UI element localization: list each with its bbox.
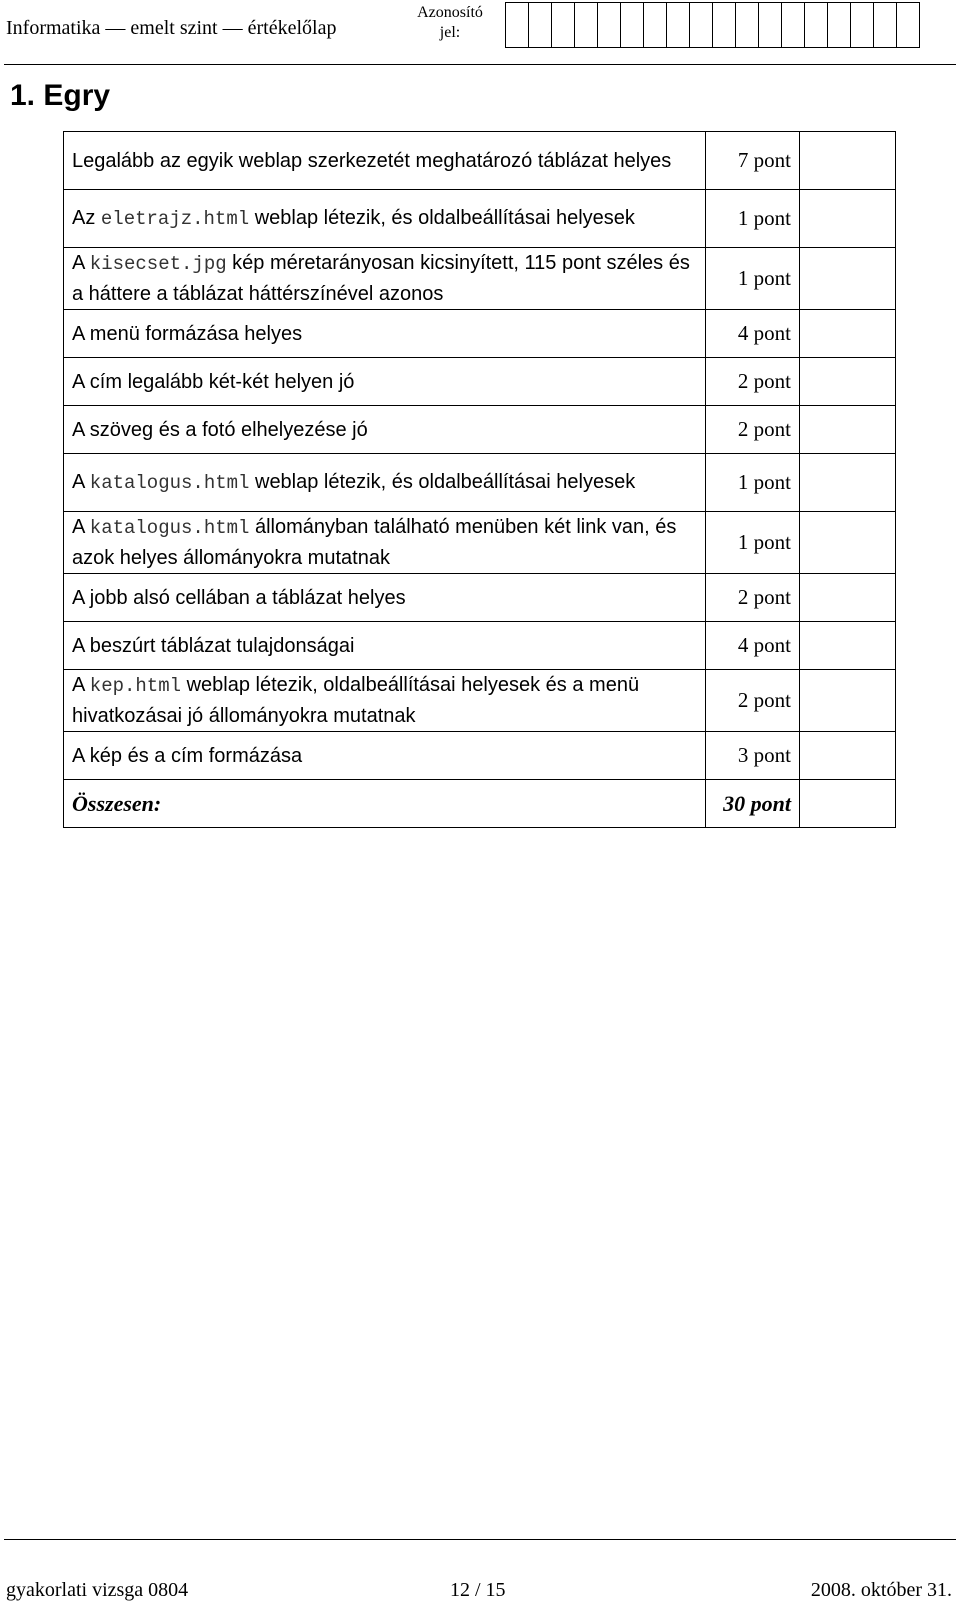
criterion-text-part: weblap létezik, és oldalbeállításai helyesek (249, 471, 636, 493)
criterion-text (64, 132, 706, 190)
id-box (735, 2, 759, 48)
table-row (64, 248, 896, 310)
criterion-text-part: A beszúrt táblázat tulajdonságai (72, 634, 355, 657)
score-entry-cell (800, 358, 896, 406)
id-boxes (506, 2, 920, 48)
criterion-text-part: állományban található menüben két link van, és azok helyes állományokra mutatnak (72, 516, 677, 569)
id-box (712, 2, 736, 48)
points-cell: 4 pont (706, 310, 800, 358)
table-row (64, 190, 896, 248)
id-box (528, 2, 552, 48)
criterion-text (64, 732, 706, 780)
points-cell: 4 pont (706, 622, 800, 670)
criterion-text-part: weblap létezik, és oldalbeállításai helyesek (249, 207, 635, 229)
criterion-text (64, 190, 706, 248)
filename: katalogus.html (89, 517, 250, 539)
score-entry-cell (800, 622, 896, 670)
id-label-line1: Azonosító (417, 4, 483, 21)
points-cell: 1 pont (706, 248, 800, 310)
criterion-text-part: A cím legalább két-két helyen jó (72, 370, 355, 393)
criterion-text-part: A menü formázása helyes (72, 322, 303, 345)
id-label (410, 3, 490, 43)
header-title: Informatika — emelt szint — értékelőlap (6, 17, 337, 39)
total-score-entry-cell (800, 780, 896, 828)
table-row (64, 406, 896, 454)
footer-exam-label: gyakorlati vizsga 0804 (6, 1579, 189, 1601)
criterion-text (64, 574, 706, 622)
criterion-text-part: A szöveg és a fotó elhelyezése jó (72, 418, 368, 441)
criterion-text (64, 248, 706, 310)
criterion-text (64, 454, 706, 512)
score-entry-cell (800, 732, 896, 780)
score-entry-cell (800, 248, 896, 310)
id-box (827, 2, 851, 48)
points-cell: 2 pont (706, 358, 800, 406)
table-row (64, 732, 896, 780)
score-entry-cell (800, 574, 896, 622)
filename: katalogus.html (89, 472, 250, 494)
scoring-table (63, 131, 896, 828)
criterion-text-part: weblap létezik, oldalbeállításai helyesek és a menü hivatkozásai jó állományokra mutatnak (72, 674, 640, 727)
footer-page-number: 12 / 15 (450, 1579, 506, 1601)
id-box (873, 2, 897, 48)
points-cell: 1 pont (706, 512, 800, 574)
footer-date: 2008. október 31. (810, 1579, 952, 1601)
id-box (689, 2, 713, 48)
table-row (64, 670, 896, 732)
score-entry-cell (800, 406, 896, 454)
id-box (896, 2, 920, 48)
criterion-text (64, 622, 706, 670)
criterion-text (64, 512, 706, 574)
table-row (64, 574, 896, 622)
total-label: Összesen: (64, 780, 706, 828)
score-entry-cell (800, 454, 896, 512)
header-divider (4, 64, 956, 65)
filename: eletrajz.html (100, 208, 250, 230)
id-box (505, 2, 529, 48)
id-box (850, 2, 874, 48)
criterion-text-part: Az (72, 207, 101, 229)
id-box (597, 2, 621, 48)
points-cell: 2 pont (706, 670, 800, 732)
table-row (64, 622, 896, 670)
score-entry-cell (800, 190, 896, 248)
table-row (64, 132, 896, 190)
criterion-text-part: Legalább az egyik weblap szerkezetét meghatározó táblázat helyes (72, 149, 672, 172)
table-row (64, 512, 896, 574)
id-box (781, 2, 805, 48)
points-cell: 3 pont (706, 732, 800, 780)
section-title: 1. Egry (10, 79, 111, 112)
criterion-text-part: kép méretarányosan kicsinyített, 115 pont széles és a háttere a táblázat háttérszínével azonos (72, 252, 690, 305)
criterion-text-part: A jobb alsó cellában a táblázat helyes (72, 586, 406, 609)
id-box (804, 2, 828, 48)
score-entry-cell (800, 132, 896, 190)
criterion-text-part: A (72, 516, 90, 538)
points-cell: 2 pont (706, 574, 800, 622)
id-box (666, 2, 690, 48)
points-cell: 7 pont (706, 132, 800, 190)
id-box (574, 2, 598, 48)
score-entry-cell (800, 310, 896, 358)
filename: kep.html (89, 675, 182, 697)
score-entry-cell (800, 670, 896, 732)
criterion-text-part: A (72, 674, 90, 696)
criterion-text-part: A (72, 471, 90, 493)
points-cell: 2 pont (706, 406, 800, 454)
criterion-text (64, 670, 706, 732)
score-entry-cell (800, 512, 896, 574)
total-points: 30 pont (706, 780, 800, 828)
id-box (643, 2, 667, 48)
points-cell: 1 pont (706, 190, 800, 248)
criterion-text (64, 358, 706, 406)
criterion-text-part: A (72, 252, 90, 274)
id-box (551, 2, 575, 48)
table-row (64, 454, 896, 512)
id-label-line2: jel: (439, 24, 461, 41)
points-cell: 1 pont (706, 454, 800, 512)
total-row (64, 780, 896, 828)
criterion-text (64, 406, 706, 454)
id-box (620, 2, 644, 48)
filename: kisecset.jpg (89, 253, 227, 275)
id-box (758, 2, 782, 48)
table-row (64, 310, 896, 358)
footer-divider (4, 1539, 956, 1540)
criterion-text (64, 310, 706, 358)
criterion-text-part: A kép és a cím formázása (72, 744, 303, 767)
table-row (64, 358, 896, 406)
